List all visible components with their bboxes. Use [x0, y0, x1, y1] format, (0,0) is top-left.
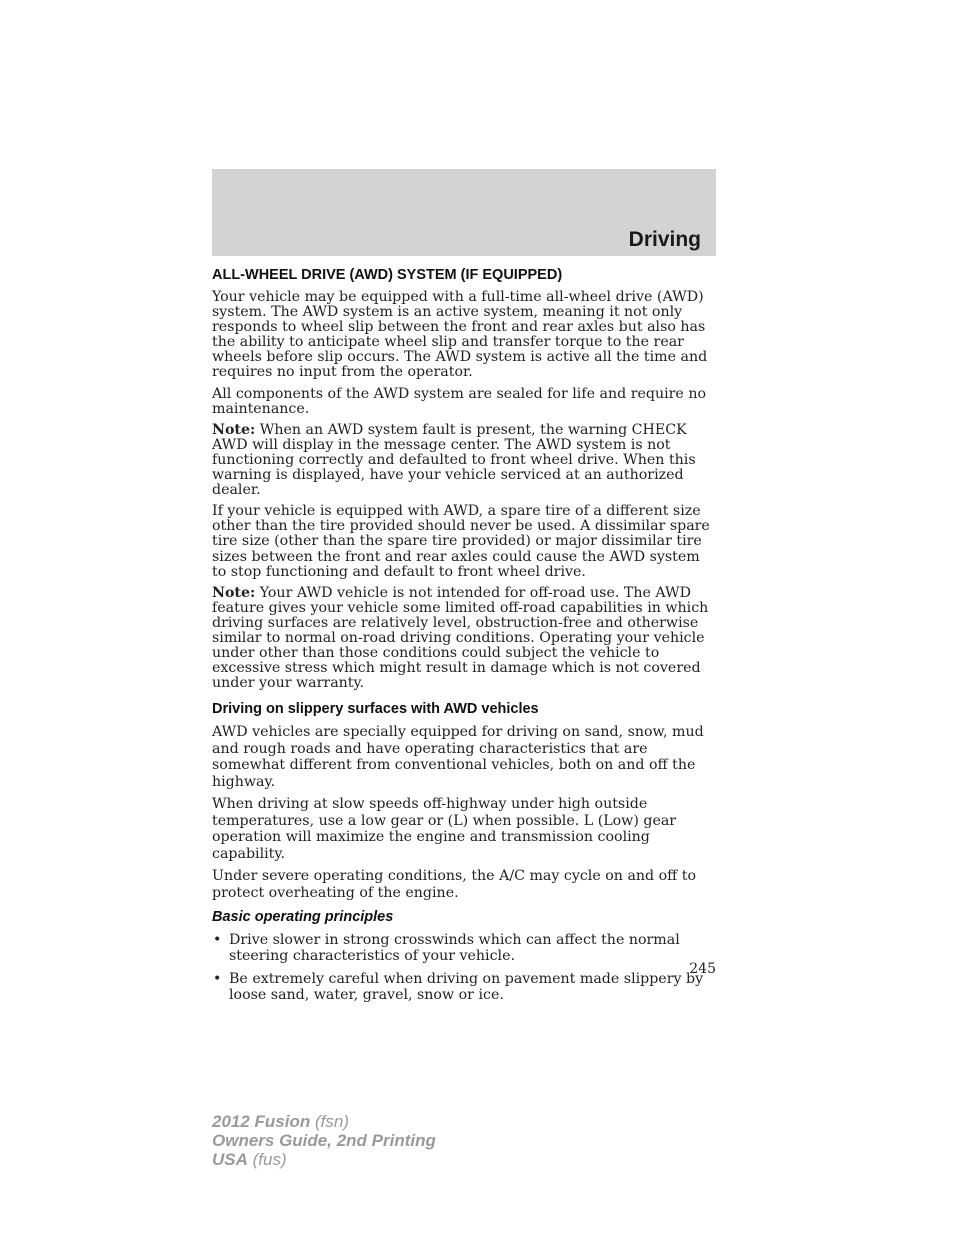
- footer-line-1: [212, 1112, 436, 1131]
- footer-model-code: (fsn): [310, 1112, 349, 1131]
- slippery-paragraph-3: Under severe operating conditions, the A/C may cycle on and off to protect overheating of the engine.: [212, 868, 697, 901]
- note-paragraph-1: [212, 423, 716, 498]
- bullet-icon: •: [213, 932, 222, 949]
- footer-line-2: [212, 1131, 436, 1150]
- note-text: Your AWD vehicle is not intended for off-road use. The AWD feature gives your vehicle some limited off-road capabilities in which driving surfaces are relatively level, obstruction-free and otherwise similar to normal on-road driving conditions. Operating your vehicle under other than those conditions could subject the vehicle to excessive stress which might result in damage which is not covered under your warranty.: [212, 584, 709, 692]
- footer-guide: Owners Guide, 2nd Printing: [212, 1131, 436, 1150]
- awd-paragraph-2: All components of the AWD system are sealed for life and require no maintenance.: [212, 385, 706, 417]
- section-header-band: [212, 169, 716, 256]
- awd-paragraph-1: Your vehicle may be equipped with a full-time all-wheel drive (AWD) system. The AWD system is an active system, meaning it not only responds to wheel slip between the front and rear axles but also has the ability to anticipate wheel slip and transfer torque to the rear wheels before slip occurs. The AWD system is active all the time and requires no input from the operator.: [212, 289, 708, 381]
- note-text: When an AWD system fault is present, the warning CHECK AWD will display in the message center. The AWD system is not functioning correctly and defaulted to front wheel drive. When this warning is displayed, have your vehicle serviced at an authorized dealer.: [212, 421, 696, 499]
- principles-heading: Basic operating principles: [212, 909, 394, 926]
- list-item-text: Be extremely careful when driving on pavement made slippery by loose sand, water, gravel, snow or ice.: [229, 971, 704, 1004]
- note-label: Note:: [212, 584, 256, 601]
- list-item: [212, 932, 716, 964]
- footer-model: 2012 Fusion: [212, 1112, 311, 1131]
- slippery-paragraph-2: When driving at slow speeds off-highway under high outside temperatures, use a low gear or (L) when possible. L (Low) gear operation will maximize the engine and transmission cooling capability.: [212, 796, 677, 862]
- document-footer: [212, 1112, 436, 1169]
- page-number: 245: [689, 961, 716, 977]
- awd-paragraph-3: If your vehicle is equipped with AWD, a spare tire of a different size other than the tire provided should never be used. A dissimilar spare tire size (other than the spare tire provided) or major dissimilar tire sizes between the front and rear axles could cause the AWD system to stop functioning and default to front wheel drive.: [212, 503, 710, 580]
- list-item: [212, 971, 716, 1003]
- principles-list: [212, 932, 716, 1003]
- slippery-heading: Driving on slippery surfaces with AWD vehicles: [212, 701, 539, 718]
- note-label: Note:: [212, 421, 256, 438]
- section-title: Driving: [628, 228, 701, 251]
- slippery-paragraph-1: AWD vehicles are specially equipped for driving on sand, snow, mud and rough roads and have operating characteristics that are somewhat different from conventional vehicles, both on and off the highway.: [212, 724, 704, 790]
- footer-market: USA: [212, 1150, 248, 1169]
- list-item-text: Drive slower in strong crosswinds which can affect the normal steering characteristics of your vehicle.: [229, 932, 680, 965]
- note-paragraph-2: [212, 586, 716, 692]
- awd-heading: ALL-WHEEL DRIVE (AWD) SYSTEM (IF EQUIPPED): [212, 267, 563, 283]
- footer-line-3: [212, 1150, 436, 1169]
- bullet-icon: •: [213, 971, 222, 988]
- page-body: [212, 266, 716, 1010]
- footer-market-code: (fus): [247, 1150, 287, 1169]
